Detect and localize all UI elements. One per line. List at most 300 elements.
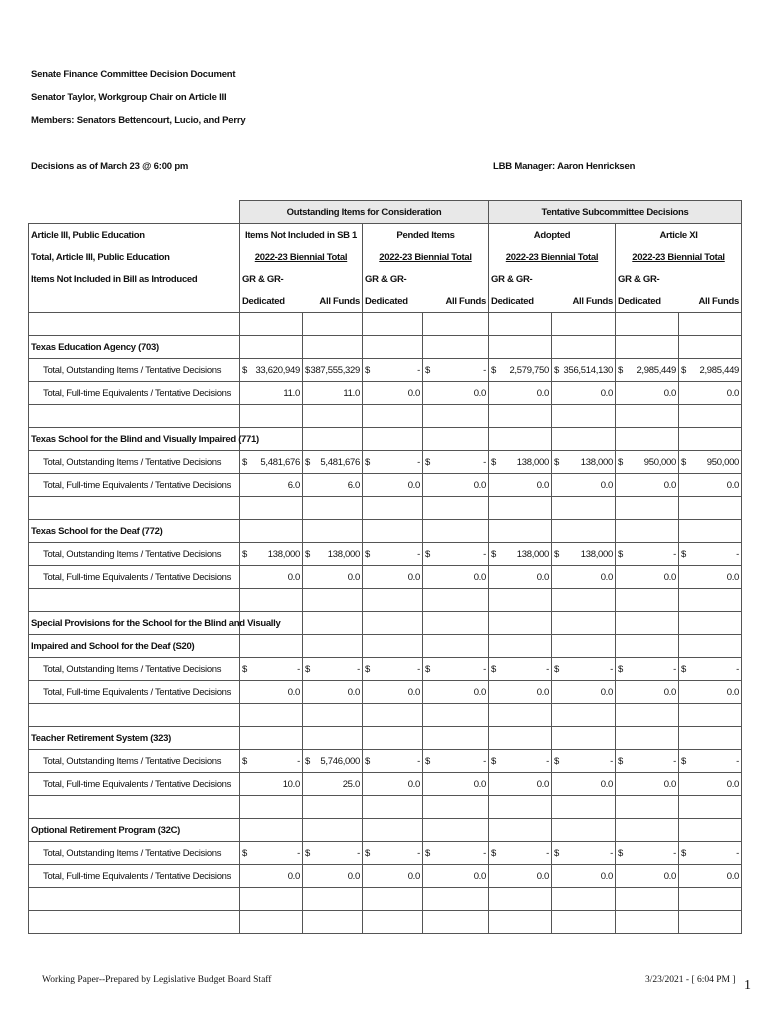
spacer-cell xyxy=(489,888,552,911)
spacer-cell xyxy=(423,405,489,428)
money-cell xyxy=(240,451,303,474)
money-cell xyxy=(489,750,552,773)
money-value: - xyxy=(736,755,740,767)
money-cell xyxy=(363,750,423,773)
empty-cell xyxy=(240,727,303,750)
spacer-cell xyxy=(489,911,552,934)
money-cell xyxy=(303,543,363,566)
fte-value: 0.0 xyxy=(423,681,489,704)
fte-value: 0.0 xyxy=(363,773,423,796)
currency-symbol: $ xyxy=(305,548,310,560)
fte-value: 0.0 xyxy=(679,773,742,796)
money-value: - xyxy=(417,456,420,468)
spacer-cell xyxy=(423,911,489,934)
money-cell xyxy=(303,451,363,474)
money-cell xyxy=(679,658,742,681)
spacer-cell xyxy=(552,796,616,819)
spacer-cell xyxy=(29,589,240,612)
money-cell xyxy=(552,842,616,865)
empty-cell xyxy=(489,428,552,451)
money-value: - xyxy=(417,663,420,675)
empty-cell xyxy=(552,336,616,359)
allfunds-label: All Funds xyxy=(552,290,616,313)
money-cell xyxy=(240,658,303,681)
money-value: 2,579,750 xyxy=(509,364,550,376)
fte-value: 0.0 xyxy=(616,382,679,405)
spacer-cell xyxy=(616,796,679,819)
currency-symbol: $ xyxy=(681,663,686,675)
money-value: - xyxy=(610,663,614,675)
empty-cell xyxy=(552,635,616,658)
empty-cell xyxy=(489,336,552,359)
fte-value: 0.0 xyxy=(303,865,363,888)
money-value: - xyxy=(483,663,487,675)
money-value: - xyxy=(673,663,677,675)
money-cell xyxy=(552,658,616,681)
money-value: - xyxy=(736,663,740,675)
footer-timestamp: 3/23/2021 - [ 6:04 PM ] xyxy=(645,975,736,985)
fte-value: 10.0 xyxy=(240,773,303,796)
money-cell xyxy=(616,658,679,681)
empty-cell xyxy=(552,520,616,543)
money-value: 2,985,449 xyxy=(636,364,677,376)
empty-cell xyxy=(679,336,742,359)
fte-value: 25.0 xyxy=(303,773,363,796)
blank-cell xyxy=(552,313,616,336)
fte-value: 0.0 xyxy=(423,474,489,497)
left-head-3: Items Not Included in Bill as Introduced xyxy=(29,268,240,290)
fte-value: 0.0 xyxy=(679,382,742,405)
currency-symbol: $ xyxy=(554,456,559,468)
section-title: Texas School for the Blind and Visually Impaired (771) xyxy=(29,428,240,451)
currency-symbol: $ xyxy=(365,548,370,560)
fte-value: 0.0 xyxy=(552,865,616,888)
blank-cell xyxy=(616,313,679,336)
row-label-fte: Total, Full-time Equivalents / Tentative Decisions xyxy=(29,382,240,405)
empty-cell xyxy=(423,819,489,842)
lbb-manager: LBB Manager: Aaron Henricksen xyxy=(493,161,636,172)
currency-symbol: $ xyxy=(305,456,310,468)
empty-cell xyxy=(489,520,552,543)
spacer-cell xyxy=(29,911,240,934)
fte-value: 11.0 xyxy=(303,382,363,405)
money-value: 5,481,676 xyxy=(320,456,360,468)
currency-symbol: $ xyxy=(491,663,496,675)
money-cell xyxy=(489,842,552,865)
row-label-outstanding: Total, Outstanding Items / Tentative Decisions xyxy=(29,658,240,681)
spacer-cell xyxy=(552,888,616,911)
dedicated-label: Dedicated xyxy=(363,290,423,313)
currency-symbol: $ xyxy=(305,847,310,859)
money-value: - xyxy=(417,364,420,376)
empty-cell xyxy=(423,727,489,750)
money-cell xyxy=(489,658,552,681)
spacer-cell xyxy=(616,911,679,934)
fte-value: 0.0 xyxy=(423,382,489,405)
col-head-pended: Pended Items xyxy=(363,224,489,247)
empty-cell xyxy=(616,336,679,359)
currency-symbol: $ xyxy=(305,663,310,675)
empty-cell xyxy=(303,612,363,635)
empty-cell xyxy=(303,635,363,658)
currency-symbol: $ xyxy=(491,755,496,767)
money-cell xyxy=(489,359,552,382)
spacer-cell xyxy=(616,405,679,428)
currency-symbol: $ xyxy=(425,548,430,560)
fte-value: 0.0 xyxy=(616,474,679,497)
empty-cell xyxy=(552,428,616,451)
money-value: 138,000 xyxy=(580,456,614,468)
spacer-cell xyxy=(423,796,489,819)
currency-symbol: $ xyxy=(242,456,247,468)
row-label-outstanding: Total, Outstanding Items / Tentative Decisions xyxy=(29,543,240,566)
money-value: 950,000 xyxy=(643,456,677,468)
empty-cell xyxy=(552,612,616,635)
row-label-outstanding: Total, Outstanding Items / Tentative Decisions xyxy=(29,842,240,865)
money-value: 5,746,000 xyxy=(320,755,360,767)
fte-value: 0.0 xyxy=(423,865,489,888)
gr-spacer xyxy=(679,268,742,290)
money-value: - xyxy=(357,663,360,675)
spacer-cell xyxy=(363,405,423,428)
fte-value: 0.0 xyxy=(363,382,423,405)
money-value: - xyxy=(736,847,740,859)
section-title: Special Provisions for the School for the Blind and Visually xyxy=(29,612,240,635)
money-value: - xyxy=(417,548,420,560)
money-value: 2,985,449 xyxy=(699,364,740,376)
gr-spacer xyxy=(303,268,363,290)
empty-cell xyxy=(423,428,489,451)
fte-value: 0.0 xyxy=(552,382,616,405)
fte-value: 0.0 xyxy=(679,681,742,704)
fte-value: 0.0 xyxy=(363,865,423,888)
spacer-cell xyxy=(240,405,303,428)
money-cell xyxy=(363,543,423,566)
spacer-cell xyxy=(29,796,240,819)
gr-spacer xyxy=(552,268,616,290)
money-value: 356,514,130 xyxy=(563,364,614,376)
money-value: 5,481,676 xyxy=(260,456,300,468)
empty-cell xyxy=(423,336,489,359)
gr-label: GR & GR- xyxy=(240,268,303,290)
spacer-cell xyxy=(489,589,552,612)
money-value: - xyxy=(297,663,300,675)
row-label-fte: Total, Full-time Equivalents / Tentative Decisions xyxy=(29,681,240,704)
money-cell xyxy=(363,359,423,382)
currency-symbol: $ xyxy=(491,847,496,859)
fte-value: 0.0 xyxy=(423,566,489,589)
fte-value: 0.0 xyxy=(489,474,552,497)
allfunds-label: All Funds xyxy=(303,290,363,313)
money-value: - xyxy=(483,456,487,468)
empty-cell xyxy=(679,520,742,543)
spacer-cell xyxy=(240,796,303,819)
fte-value: 0.0 xyxy=(552,566,616,589)
empty-cell xyxy=(303,428,363,451)
empty-cell xyxy=(489,612,552,635)
doc-title: Senate Finance Committee Decision Document xyxy=(31,69,236,80)
empty-cell xyxy=(303,520,363,543)
currency-symbol: $ xyxy=(491,548,496,560)
empty-cell xyxy=(240,520,303,543)
spacer-cell xyxy=(363,911,423,934)
spacer-cell xyxy=(423,589,489,612)
currency-symbol: $ xyxy=(554,364,559,376)
empty-cell xyxy=(616,635,679,658)
currency-symbol: $ xyxy=(365,364,370,376)
fte-value: 0.0 xyxy=(489,773,552,796)
money-cell xyxy=(423,451,489,474)
spacer-cell xyxy=(29,888,240,911)
empty-cell xyxy=(240,819,303,842)
spacer-cell xyxy=(616,704,679,727)
fte-value: 0.0 xyxy=(616,773,679,796)
row-label-outstanding: Total, Outstanding Items / Tentative Decisions xyxy=(29,451,240,474)
money-cell xyxy=(552,750,616,773)
empty-cell xyxy=(679,727,742,750)
empty-cell xyxy=(363,520,423,543)
spacer-cell xyxy=(240,911,303,934)
money-cell xyxy=(489,543,552,566)
money-cell xyxy=(679,451,742,474)
section-title: Texas Education Agency (703) xyxy=(29,336,240,359)
section-title: Teacher Retirement System (323) xyxy=(29,727,240,750)
empty-cell xyxy=(552,727,616,750)
money-value: - xyxy=(673,548,677,560)
spacer-cell xyxy=(303,888,363,911)
spacer-cell xyxy=(552,911,616,934)
money-value: - xyxy=(673,847,677,859)
money-cell xyxy=(363,842,423,865)
empty-cell xyxy=(303,336,363,359)
money-value: 138,000 xyxy=(516,548,550,560)
row-label-outstanding: Total, Outstanding Items / Tentative Decisions xyxy=(29,359,240,382)
money-cell xyxy=(240,750,303,773)
fte-value: 0.0 xyxy=(616,566,679,589)
fte-value: 0.0 xyxy=(552,681,616,704)
empty-cell xyxy=(363,336,423,359)
currency-symbol: $ xyxy=(618,364,623,376)
blank-cell xyxy=(240,313,303,336)
col-sub-sb1: 2022-23 Biennial Total xyxy=(240,246,363,268)
fte-value: 0.0 xyxy=(363,681,423,704)
empty-cell xyxy=(303,819,363,842)
money-cell xyxy=(489,451,552,474)
money-cell xyxy=(423,658,489,681)
money-value: - xyxy=(673,755,677,767)
currency-symbol: $ xyxy=(554,663,559,675)
section-title: Texas School for the Deaf (772) xyxy=(29,520,240,543)
money-cell xyxy=(616,543,679,566)
currency-symbol: $ xyxy=(305,755,310,767)
fte-value: 0.0 xyxy=(363,474,423,497)
fte-value: 0.0 xyxy=(552,474,616,497)
money-value: - xyxy=(417,755,420,767)
currency-symbol: $ xyxy=(365,456,370,468)
members-line: Members: Senators Bettencourt, Lucio, and Perry xyxy=(31,115,246,126)
money-value: - xyxy=(483,364,487,376)
money-cell xyxy=(423,543,489,566)
spacer-cell xyxy=(303,497,363,520)
spacer-cell xyxy=(679,589,742,612)
money-value: - xyxy=(483,755,487,767)
fte-value: 0.0 xyxy=(552,773,616,796)
currency-symbol: $ xyxy=(425,456,430,468)
currency-symbol: $ xyxy=(681,364,686,376)
group-tentative: Tentative Subcommittee Decisions xyxy=(489,201,742,224)
money-value: - xyxy=(483,548,487,560)
section-title: Impaired and School for the Deaf (S20) xyxy=(29,635,240,658)
money-value: - xyxy=(417,847,420,859)
spacer-cell xyxy=(679,704,742,727)
currency-symbol: $ xyxy=(491,364,496,376)
empty-cell xyxy=(616,520,679,543)
spacer-cell xyxy=(363,796,423,819)
fte-value: 0.0 xyxy=(679,865,742,888)
spacer-cell xyxy=(423,888,489,911)
currency-symbol: $ xyxy=(242,663,247,675)
gr-label: GR & GR- xyxy=(363,268,423,290)
money-cell xyxy=(679,543,742,566)
currency-symbol: $ xyxy=(305,364,310,376)
allfunds-label: All Funds xyxy=(423,290,489,313)
row-label-fte: Total, Full-time Equivalents / Tentative Decisions xyxy=(29,865,240,888)
money-cell xyxy=(552,451,616,474)
currency-symbol: $ xyxy=(554,755,559,767)
spacer-cell xyxy=(679,911,742,934)
left-head-2: Total, Article III, Public Education xyxy=(29,246,240,268)
empty-cell xyxy=(616,819,679,842)
money-value: - xyxy=(546,847,550,859)
money-value: 33,620,949 xyxy=(255,364,300,376)
currency-symbol: $ xyxy=(425,364,430,376)
money-value: 138,000 xyxy=(327,548,360,560)
blank-cell xyxy=(303,313,363,336)
spacer-cell xyxy=(616,497,679,520)
spacer-cell xyxy=(363,888,423,911)
spacer-cell xyxy=(303,704,363,727)
spacer-cell xyxy=(29,405,240,428)
blank-cell xyxy=(679,313,742,336)
spacer-cell xyxy=(679,405,742,428)
money-cell xyxy=(240,359,303,382)
spacer-cell xyxy=(29,497,240,520)
money-value: - xyxy=(297,847,300,859)
empty-cell xyxy=(240,635,303,658)
empty-cell xyxy=(489,635,552,658)
fte-value: 0.0 xyxy=(240,865,303,888)
spacer-cell xyxy=(679,888,742,911)
fte-value: 6.0 xyxy=(240,474,303,497)
currency-symbol: $ xyxy=(425,663,430,675)
money-cell xyxy=(303,658,363,681)
empty-cell xyxy=(679,612,742,635)
money-cell xyxy=(616,842,679,865)
money-cell xyxy=(363,658,423,681)
gr-label: GR & GR- xyxy=(489,268,552,290)
money-cell xyxy=(552,543,616,566)
money-cell xyxy=(303,359,363,382)
currency-symbol: $ xyxy=(242,755,247,767)
page-number: 1 xyxy=(744,978,751,993)
currency-symbol: $ xyxy=(554,847,559,859)
spacer-cell xyxy=(240,704,303,727)
fte-value: 0.0 xyxy=(679,474,742,497)
row-label-fte: Total, Full-time Equivalents / Tentative Decisions xyxy=(29,773,240,796)
fte-value: 0.0 xyxy=(423,773,489,796)
spacer-cell xyxy=(240,497,303,520)
spacer-cell xyxy=(423,497,489,520)
currency-symbol: $ xyxy=(681,755,686,767)
fte-value: 0.0 xyxy=(363,566,423,589)
spacer-cell xyxy=(489,497,552,520)
empty-cell xyxy=(363,612,423,635)
currency-symbol: $ xyxy=(681,456,686,468)
empty-cell xyxy=(363,727,423,750)
money-cell xyxy=(679,842,742,865)
spacer-cell xyxy=(363,704,423,727)
money-value: 950,000 xyxy=(706,456,740,468)
fte-value: 0.0 xyxy=(303,681,363,704)
currency-symbol: $ xyxy=(425,755,430,767)
spacer-cell xyxy=(303,796,363,819)
currency-symbol: $ xyxy=(365,663,370,675)
group-outstanding: Outstanding Items for Consideration xyxy=(240,201,489,224)
money-cell xyxy=(240,543,303,566)
fte-value: 0.0 xyxy=(240,566,303,589)
money-value: - xyxy=(546,663,550,675)
spacer-cell xyxy=(489,796,552,819)
spacer-cell xyxy=(303,911,363,934)
empty-cell xyxy=(616,612,679,635)
empty-cell xyxy=(423,612,489,635)
currency-symbol: $ xyxy=(491,456,496,468)
money-cell xyxy=(363,451,423,474)
money-cell xyxy=(552,359,616,382)
blank-cell xyxy=(489,313,552,336)
empty-cell xyxy=(616,727,679,750)
spacer-cell xyxy=(489,405,552,428)
money-value: 138,000 xyxy=(580,548,614,560)
money-cell xyxy=(423,842,489,865)
spacer-cell xyxy=(616,888,679,911)
spacer-cell xyxy=(303,589,363,612)
col-sub-article-xi: 2022-23 Biennial Total xyxy=(616,246,742,268)
fte-value: 6.0 xyxy=(303,474,363,497)
currency-symbol: $ xyxy=(365,755,370,767)
allfunds-label: All Funds xyxy=(679,290,742,313)
section-title: Optional Retirement Program (32C) xyxy=(29,819,240,842)
spacer-cell xyxy=(363,497,423,520)
spacer-cell xyxy=(552,589,616,612)
dedicated-label: Dedicated xyxy=(240,290,303,313)
money-cell xyxy=(616,359,679,382)
spacer-cell xyxy=(240,589,303,612)
fte-value: 0.0 xyxy=(489,382,552,405)
currency-symbol: $ xyxy=(618,548,623,560)
currency-symbol: $ xyxy=(618,663,623,675)
fte-value: 0.0 xyxy=(679,566,742,589)
fte-value: 0.0 xyxy=(489,566,552,589)
spacer-cell xyxy=(303,405,363,428)
spacer-cell xyxy=(679,497,742,520)
empty-cell xyxy=(616,428,679,451)
spacer-cell xyxy=(240,888,303,911)
money-cell xyxy=(240,842,303,865)
money-cell xyxy=(616,451,679,474)
money-value: - xyxy=(610,847,614,859)
money-cell xyxy=(679,750,742,773)
